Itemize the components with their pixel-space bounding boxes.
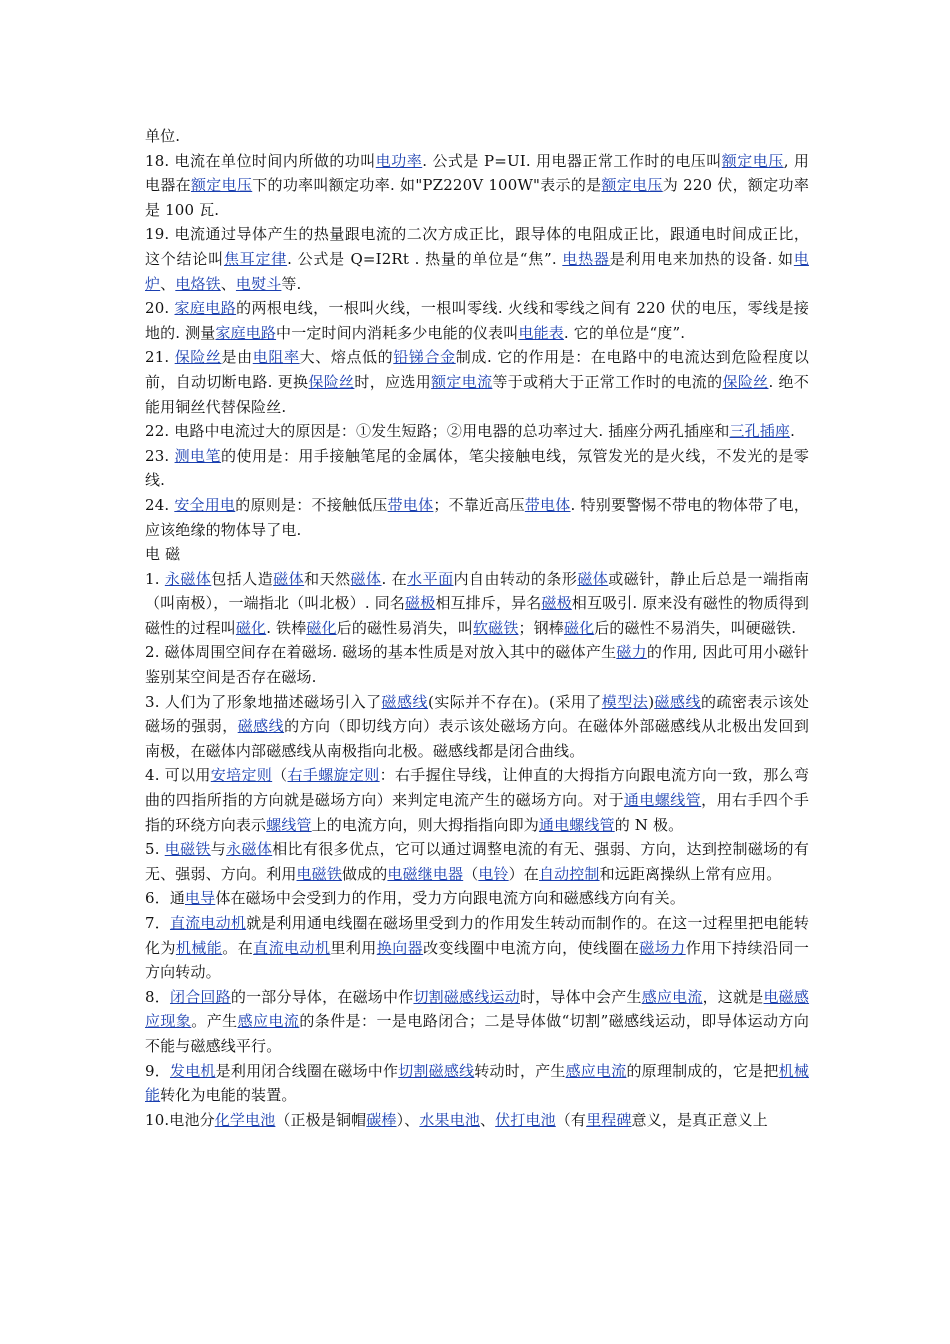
text-run: 18. 电流在单位时间内所做的功叫 (145, 151, 376, 170)
text-run: 的一部分导体，在磁场中作 (230, 987, 414, 1006)
term-link[interactable]: 螺线管 (266, 815, 312, 834)
paragraph (145, 419, 809, 444)
text-run: 是利用电来加热的设备. 如 (609, 249, 794, 268)
text-run: 的 N 极。 (614, 815, 684, 834)
term-link[interactable]: 磁极 (405, 594, 436, 613)
text-run: 。产生 (191, 1012, 238, 1031)
paragraph (145, 222, 809, 296)
term-link[interactable]: 通电螺线管 (538, 815, 615, 834)
term-link[interactable]: 伏打电池 (495, 1110, 556, 1129)
text-run: 、 (480, 1110, 496, 1129)
text-run: ；钢棒 (518, 618, 564, 637)
term-link[interactable]: 水果电池 (419, 1110, 481, 1129)
term-link[interactable]: 磁化 (563, 618, 595, 637)
text-run: 等. (281, 274, 302, 293)
term-link[interactable]: 电能表 (518, 323, 564, 342)
text-run: 和远距离操纵上常有应用。 (599, 864, 782, 883)
paragraph (145, 911, 809, 985)
document-body (145, 124, 809, 1132)
term-link[interactable]: 磁场力 (639, 938, 686, 957)
term-link[interactable]: 额定电流 (431, 372, 493, 391)
text-run: 2. 磁体周围空间存在着磁场. 磁场的基本性质是对放入其中的磁体产生 (145, 643, 617, 662)
text-run: 是由 (221, 348, 253, 367)
term-link[interactable]: 电磁继电器 (387, 864, 464, 883)
term-link[interactable]: 焦耳定律 (223, 249, 288, 268)
text-run: 是利用闭合线圈在磁场中作 (215, 1061, 399, 1080)
text-run: 与 (210, 840, 227, 859)
term-link[interactable]: 永磁体 (164, 569, 212, 588)
text-run: ）在 (508, 864, 539, 883)
term-link[interactable]: 电烙铁 (175, 274, 221, 293)
term-link[interactable]: 保险丝 (174, 348, 222, 367)
text-run: 21. (145, 348, 175, 367)
paragraph (145, 493, 809, 542)
text-run: 上的电流方向，则大拇指指向即为 (311, 815, 539, 834)
text-run: 中一定时间内消耗多少电能的仪表叫 (276, 323, 519, 342)
term-link[interactable]: 软磁铁 (473, 618, 519, 637)
text-run: 大、熔点低的 (299, 348, 394, 367)
section-heading (145, 542, 809, 567)
term-link[interactable]: 换向器 (376, 938, 424, 957)
text-run: . 公式是 P=UI. 用电器正常工作时的电压叫 (422, 151, 722, 170)
text-run: 后的磁性不易消失，叫硬磁铁. (594, 618, 797, 637)
paragraph (145, 1059, 809, 1108)
term-link[interactable]: 切割磁感线运动 (413, 987, 520, 1006)
term-link[interactable]: 电磁铁 (296, 864, 342, 883)
term-link[interactable]: 额定电压 (601, 176, 663, 195)
text-run: 、 (220, 274, 236, 293)
paragraph (145, 985, 809, 1059)
text-run: , 用电器在 (145, 151, 810, 195)
term-link[interactable]: 电炉 (145, 249, 809, 293)
text-run: 下的功率叫额定功率. 如"PZ220V 100W"表示的是 (252, 176, 602, 195)
text-run: 制成. 它的作用是：在电路中的电流达到危险程度以前，自动切断电路. 更换 (145, 348, 810, 391)
term-link[interactable]: 水平面 (407, 569, 454, 588)
term-link[interactable]: 保险丝 (722, 372, 769, 391)
text-run: . 在 (381, 569, 408, 588)
text-run: 包括人造 (211, 569, 274, 588)
term-link[interactable]: 里程碑 (586, 1110, 632, 1129)
term-link[interactable]: 铅锑合金 (393, 348, 456, 367)
text-run: 和天然 (304, 569, 351, 588)
text-run: 24. (145, 495, 175, 514)
term-link[interactable]: 磁感线 (237, 717, 285, 736)
text-run: 意义，是真正意义上 (631, 1110, 768, 1129)
text-run: 相互排斥，异名 (435, 594, 542, 613)
text-run: 、 (160, 274, 176, 293)
term-link[interactable]: 家庭电路 (215, 323, 277, 342)
text-run: 就是利用通电线圈在磁场里受到力的作用发生转动而制作的。在这一过程里把电能转化为 (145, 914, 809, 957)
text-run: 9． (145, 1061, 170, 1080)
term-link[interactable]: 模型法 (601, 692, 649, 711)
text-run: ：右手握住导线，让伸直的大拇指方向跟电流方向一致，那么弯曲的四指所指的方向就是磁场方向）来判定电流产生的磁场方向。对于 (145, 766, 810, 810)
paragraph (145, 690, 809, 764)
term-link[interactable]: 磁体 (577, 569, 609, 588)
term-link[interactable]: 电磁铁 (164, 840, 211, 859)
paragraph (145, 345, 809, 419)
text-run: 作用下持续沿同一方向转动。 (145, 938, 809, 982)
text-run: 5. (145, 840, 165, 859)
term-link[interactable]: 永磁体 (226, 840, 273, 859)
text-run: 23. (145, 446, 175, 465)
term-link[interactable]: 三孔插座 (729, 422, 791, 441)
text-run: 的疏密表示该处磁场的强弱， (145, 692, 809, 736)
text-run: 相互吸引. 原来没有磁性的物质得到磁性的过程叫 (145, 594, 809, 637)
paragraph (145, 444, 809, 493)
text-run: （有 (555, 1110, 587, 1129)
text-run: . (790, 422, 795, 441)
text-run: . 它的单位是“度”. (563, 323, 686, 342)
text-run: 相比有很多优点，它可以通过调整电流的有无、强弱、方向，达到控制磁场的有无、强弱、方向。利用 (145, 840, 810, 883)
term-link[interactable]: 磁化 (235, 618, 267, 637)
paragraph (145, 1108, 809, 1133)
term-link[interactable]: 磁极 (541, 594, 572, 613)
term-link[interactable]: 额定电压 (721, 151, 784, 170)
text-run: 6．通 (145, 889, 185, 908)
text-run: 里利用 (330, 938, 377, 957)
text-run: 的使用是：用手接触笔尾的金属体，笔尖接触电线，氖管发光的是火线，不发光的是零线. (145, 446, 809, 490)
term-link[interactable]: 闭合回路 (169, 987, 231, 1006)
text-run: ）、 (396, 1110, 420, 1129)
text-run: (实际并不存在)。(采用了 (427, 692, 602, 711)
text-run: 体在磁场中会受到力的作用，受力方向跟电流方向和磁感线方向有关。 (215, 889, 685, 908)
paragraph (145, 124, 809, 149)
term-link[interactable]: 切割磁感线 (398, 1061, 475, 1080)
text-run: 的两根电线，一根叫火线，一根叫零线. 火线和零线之间有 220 伏的电压，零线是接地的. 测量 (145, 299, 809, 342)
term-link[interactable]: 感应电流 (237, 1012, 300, 1031)
text-run: 电 磁 (145, 545, 181, 564)
paragraph (145, 567, 809, 641)
term-link[interactable]: 家庭电路 (174, 299, 237, 318)
term-link[interactable]: 感应电流 (565, 1061, 627, 1080)
text-run: 8． (145, 987, 170, 1006)
text-run: 或磁针，静止后总是一端指南（叫南极），一端指北（叫北极）. 同名 (145, 569, 810, 613)
paragraph (145, 837, 809, 886)
text-run: 为 220 伏，额定功率是 100 瓦. (145, 176, 810, 219)
term-link[interactable]: 额定电压 (190, 176, 253, 195)
text-run: 时，导体中会产生 (519, 987, 642, 1006)
text-run: 转动时，产生 (474, 1061, 566, 1080)
text-run: 时，应选用 (354, 372, 432, 391)
text-run: 20. (145, 299, 175, 318)
term-link[interactable]: 电功率 (375, 151, 423, 170)
term-link[interactable]: 保险丝 (308, 372, 355, 391)
term-link[interactable]: 电磁感应现象 (145, 987, 810, 1031)
term-link[interactable]: 感应电流 (641, 987, 703, 1006)
text-run: 22. 电路中电流过大的原因是：①发生短路；②用电器的总功率过大. 插座分两孔插座和 (145, 422, 730, 441)
term-link[interactable]: 电铃 (478, 864, 509, 883)
text-run: 内自由转动的条形 (453, 569, 578, 588)
text-run: 转化为电能的装置。 (160, 1086, 297, 1105)
term-link[interactable]: 电热器 (562, 249, 610, 268)
text-run: 改变线圈中电流方向，使线圈在 (423, 938, 640, 957)
paragraph (145, 149, 809, 223)
term-link[interactable]: 机械能 (175, 938, 223, 957)
text-run: 的方向（即切线方向）表示该处磁场方向。在磁体外部磁感线从北极出发回到南极，在磁体内部磁感线从南极指向北极。磁感线都是闭合曲线。 (145, 717, 810, 760)
text-run: ；不靠近高压 (433, 495, 525, 514)
term-link[interactable]: 磁感线 (381, 692, 428, 711)
text-run: 10.电池分 (145, 1110, 215, 1129)
term-link[interactable]: 碳棒 (366, 1110, 397, 1129)
term-link[interactable]: 通电螺线管 (623, 791, 702, 810)
text-run: 3. 人们为了形象地描述磁场引入了 (145, 692, 382, 711)
term-link[interactable]: 右手螺旋定则 (287, 766, 380, 785)
text-run: . 特别要警惕不带电的物体带了电，应该绝缘的物体导了电. (145, 495, 809, 539)
paragraph (145, 763, 809, 837)
paragraph (145, 296, 809, 345)
term-link[interactable]: 安全用电 (174, 495, 236, 514)
term-link[interactable]: 测电笔 (174, 446, 222, 465)
text-run: 等于或稍大于正常工作时的电流的 (492, 372, 723, 391)
term-link[interactable]: 化学电池 (214, 1110, 276, 1129)
text-run: 做成的 (341, 864, 388, 883)
text-run: ，这就是 (702, 987, 764, 1006)
paragraph (145, 640, 809, 689)
text-run: 。在 (222, 938, 254, 957)
term-link[interactable]: 发电机 (169, 1061, 216, 1080)
paragraph (145, 886, 809, 911)
term-link[interactable]: 直流电动机 (253, 938, 331, 957)
text-run: . 铁棒 (266, 618, 307, 637)
term-link[interactable]: 电导 (185, 889, 216, 908)
term-link[interactable]: 磁力 (616, 643, 647, 662)
text-run: 的原则是：不接触低压 (235, 495, 388, 514)
text-run: 4. 可以用 (145, 766, 211, 785)
term-link[interactable]: 安培定则 (210, 766, 273, 785)
term-link[interactable]: 自动控制 (538, 864, 600, 883)
text-run: 的作用, 因此可用小磁针鉴别某空间是否存在磁场. (145, 643, 810, 687)
term-link[interactable]: 带电体 (524, 495, 571, 514)
text-run: （ (463, 864, 479, 883)
text-run: ，用右手四个手指的环绕方向表示 (145, 791, 809, 834)
text-run: 的原理制成的，它是把 (626, 1061, 779, 1080)
text-run: . 绝不能用铜丝代替保险丝. (145, 372, 810, 416)
term-link[interactable]: 磁体 (350, 569, 382, 588)
text-run: （正极是铜帽 (275, 1110, 367, 1129)
term-link[interactable]: 机械能 (145, 1061, 809, 1105)
term-link[interactable]: 电熨斗 (235, 274, 282, 293)
text-run: . 公式是 Q=I2Rt . 热量的单位是“焦”. (287, 249, 563, 268)
term-link[interactable]: 电阻率 (252, 348, 300, 367)
term-link[interactable]: 直流电动机 (169, 914, 247, 932)
term-link[interactable]: 磁感线 (654, 692, 701, 711)
text-run: 1. (145, 569, 165, 588)
text-run: 后的磁性易消失，叫 (336, 618, 474, 637)
text-run: 7． (145, 914, 170, 932)
text-run: （ (272, 766, 288, 785)
text-run: 单位. (145, 127, 181, 145)
text-run: 的条件是：一是电路闭合；二是导体做“切割”磁感线运动，即导体运动方向不能与磁感线平行。 (145, 1012, 810, 1055)
text-run: ) (648, 692, 655, 711)
term-link[interactable]: 磁化 (306, 618, 337, 637)
term-link[interactable]: 磁体 (273, 569, 305, 588)
term-link[interactable]: 带电体 (387, 495, 434, 514)
text-run: 19. 电流通过导体产生的热量跟电流的二次方成正比，跟导体的电阻成正比，跟通电时间成正比，这个结论叫 (145, 225, 809, 268)
